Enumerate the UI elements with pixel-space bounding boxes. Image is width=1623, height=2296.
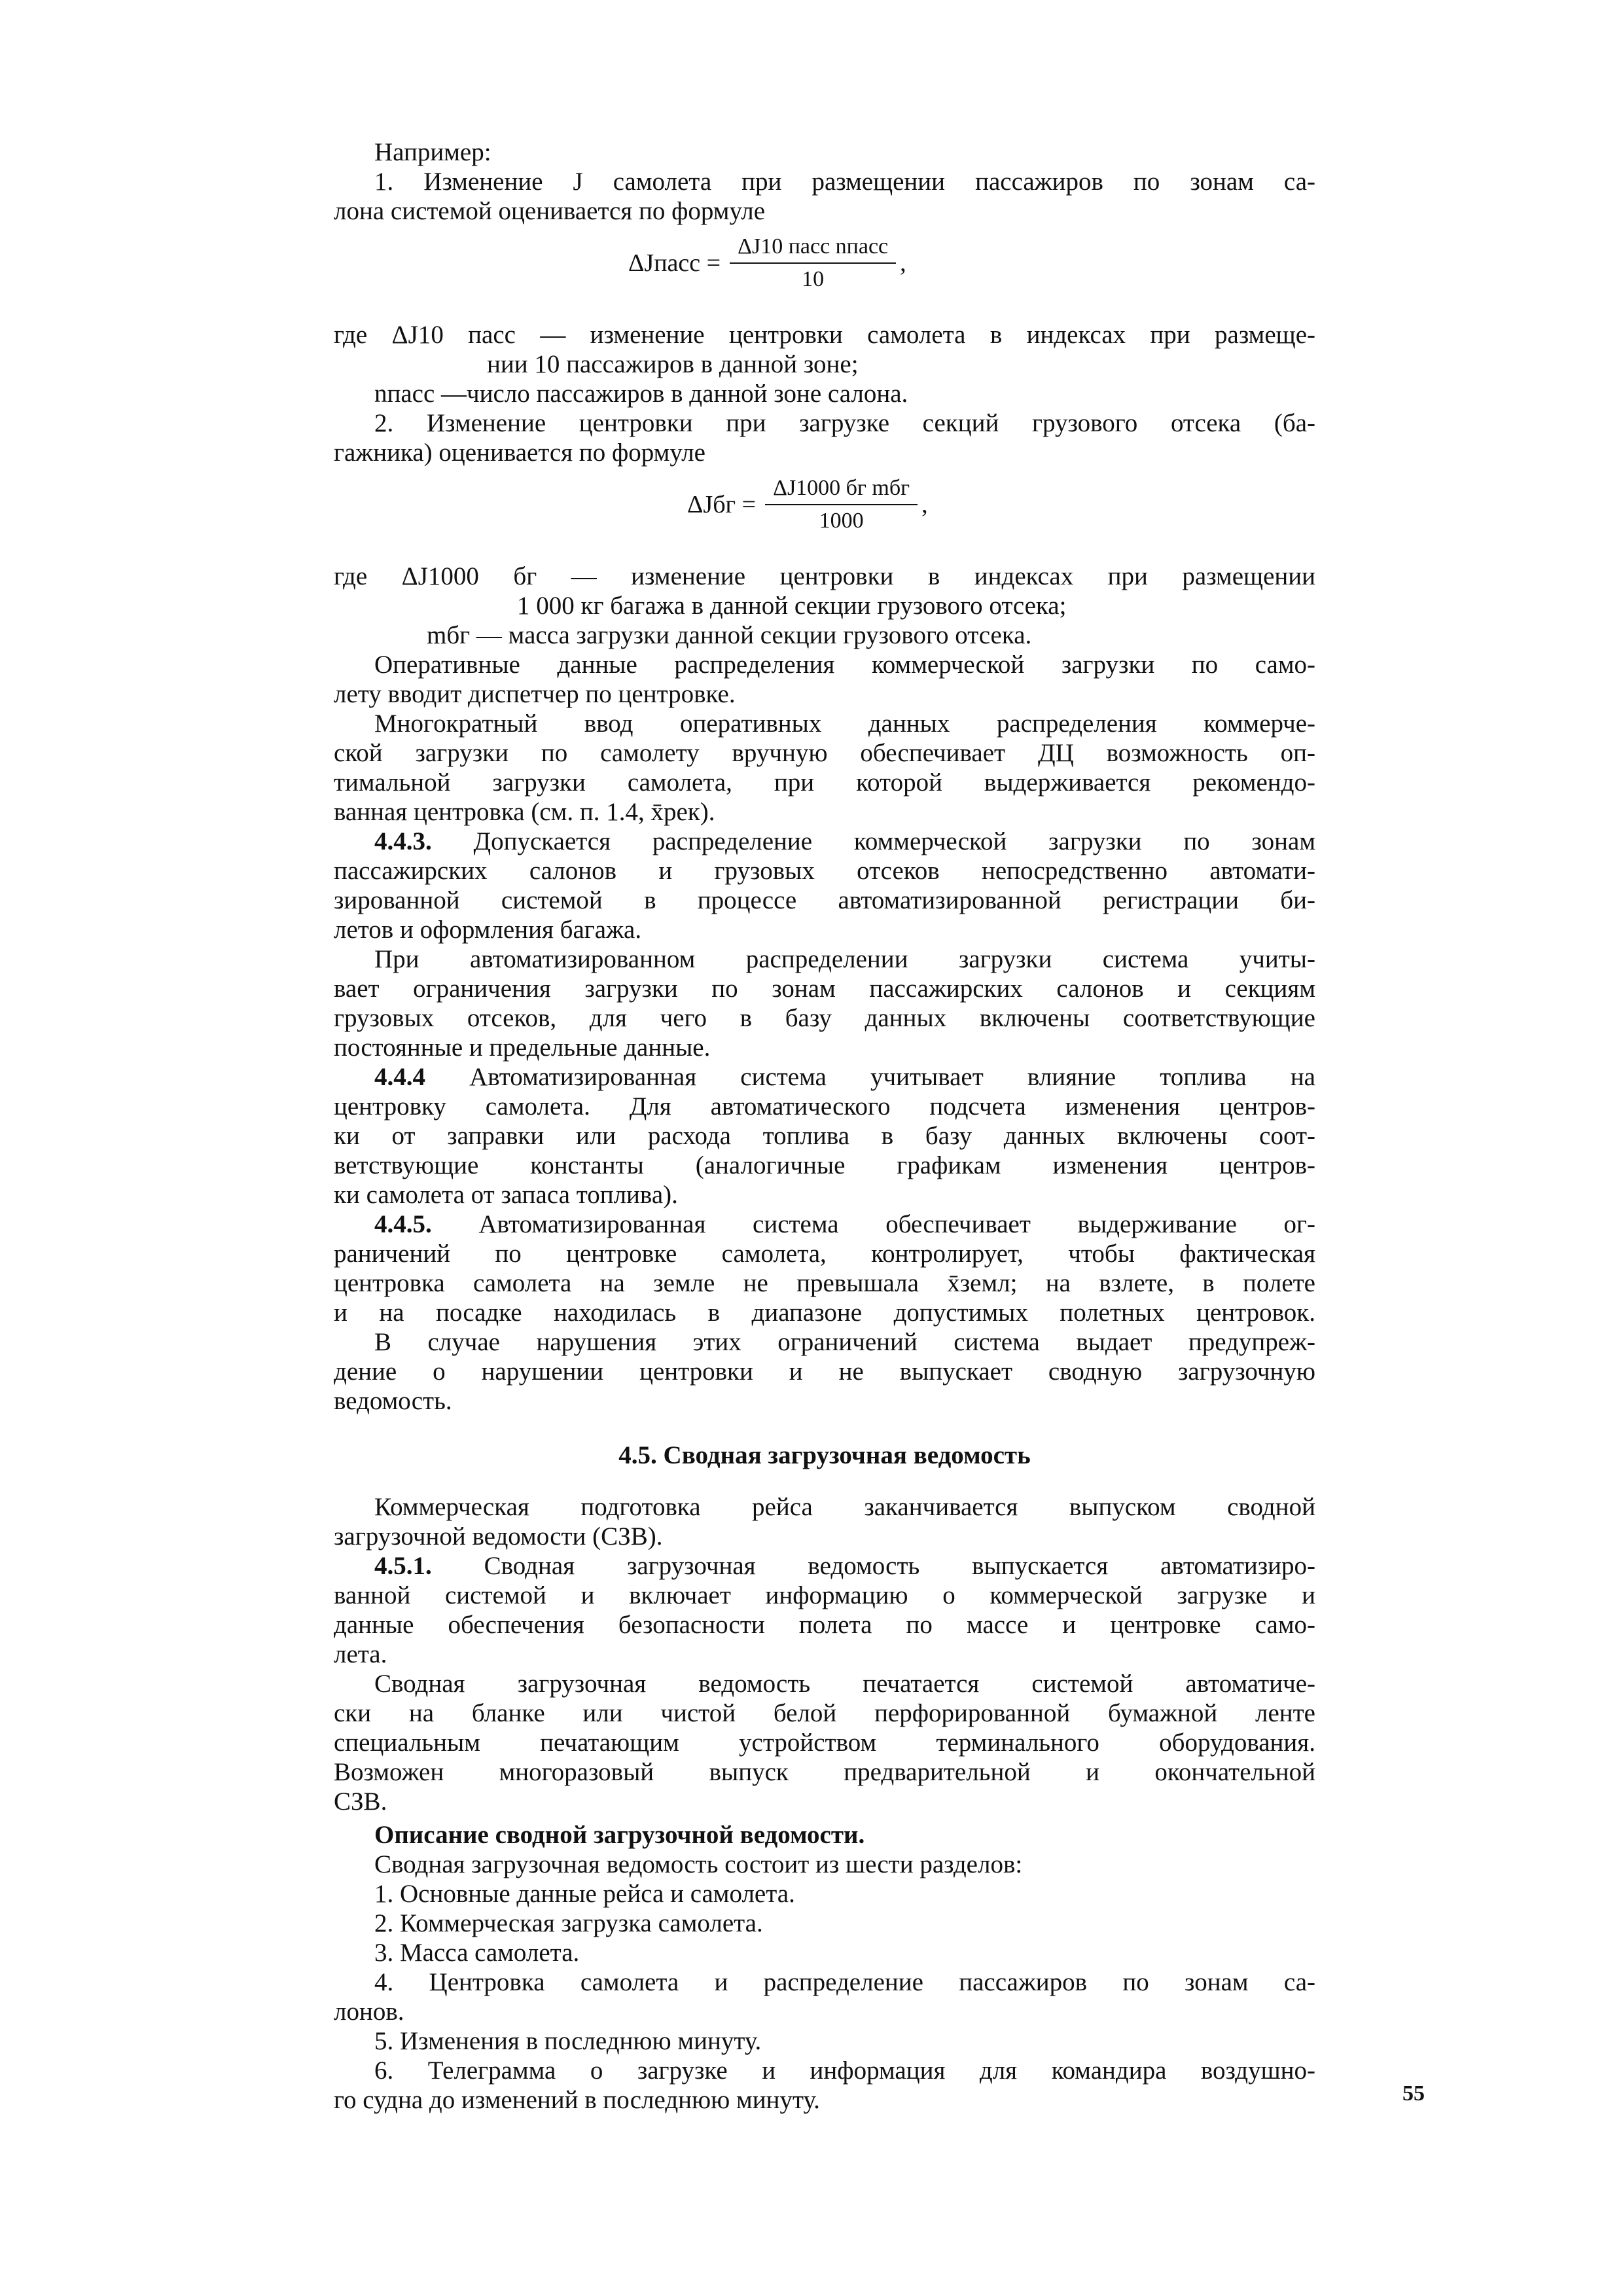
where2-line1: где ΔJ1000 бг — изменение центровки в индексах при размещении — [334, 562, 1315, 590]
formula-1-denominator: 10 — [802, 267, 825, 291]
p6-line: раничений по центровке самолета, контролирует, чтобы фактическая — [334, 1240, 1315, 1268]
p10-line: Возможен многоразовый выпуск предварительной и окончательной — [334, 1758, 1315, 1786]
p5-line: ки от заправки или расхода топлива в базу данных включены соот- — [334, 1122, 1315, 1150]
list-item: 2. Коммерческая загрузка самолета. — [374, 1909, 763, 1937]
paragraph-auto-distribution — [334, 944, 1315, 1062]
intro-line: Например: — [374, 138, 491, 166]
sections-intro: Сводная загрузочная ведомость состоит из шести разделов: — [374, 1850, 1023, 1878]
p2-line: ванная центровка (см. п. 1.4, x̄рек). — [334, 798, 715, 826]
p10-line: специальным печатающим устройством терминального оборудования. — [334, 1729, 1315, 1757]
p9-text: Сводная загрузочная ведомость выпускается автоматизиро- — [431, 1552, 1315, 1580]
p3-line: летов и оформления багажа. — [334, 916, 642, 944]
list-item: 3. Масса самолета. — [374, 1939, 580, 1967]
p6-line: и на посадке находилась в диапазоне допустимых полетных центровок. — [334, 1299, 1315, 1327]
p6-text: Автоматизированная система обеспечивает выдерживание ог- — [431, 1210, 1315, 1238]
formula-2-tail: , — [921, 490, 928, 518]
sections-list — [334, 1879, 1315, 2115]
paragraph-4-4-4 — [334, 1062, 1315, 1210]
page-number: 55 — [1402, 2081, 1425, 2106]
list-item: 6. Телеграмма о загрузке и информация для командира воздушно- — [374, 2056, 1315, 2085]
where1-line2: нии 10 пассажиров в данной зоне; — [487, 350, 859, 378]
formula-1-lhs: ΔJпасс = — [628, 249, 721, 277]
p6-number: 4.4.5. — [374, 1210, 432, 1238]
list-item: 4. Центровка самолета и распределение пассажиров по зонам са- — [374, 1968, 1315, 1996]
p4-line: При автоматизированном распределении загрузки система учиты- — [374, 945, 1315, 973]
formula-1 — [334, 227, 1315, 314]
where2-line2: 1 000 кг багажа в данной секции грузового отсека; — [517, 592, 1067, 620]
paragraph-commercial-prep — [334, 1492, 1315, 1551]
where1-line1: где ΔJ10 пасс — изменение центровки самолета в индексах при размеще- — [334, 321, 1315, 349]
p10-line: Сводная загрузочная ведомость печатается системой автоматиче- — [374, 1670, 1315, 1698]
subheading: Описание сводной загрузочной ведомости. — [374, 1821, 865, 1849]
p6-line-first — [334, 1210, 1315, 1239]
p3-text: Допускается распределение коммерческой загрузки по зонам — [431, 827, 1315, 855]
formula-1-tail: , — [900, 249, 906, 277]
p3-line: зированной системой в процессе автоматизированной регистрации би- — [334, 886, 1315, 914]
p9-line: ванной системой и включает информацию о коммерческой загрузке и — [334, 1581, 1315, 1609]
p5-line-first — [334, 1062, 1315, 1092]
p5-line: ки самолета от запаса топлива). — [334, 1181, 678, 1209]
p5-number: 4.4.4 — [374, 1063, 425, 1091]
list-item-continuation: го судна до изменений в последнюю минуту. — [334, 2086, 820, 2114]
p7-line: ведомость. — [334, 1387, 452, 1415]
p10-line: ски на бланке или чистой белой перфорированной бумажной ленте — [334, 1699, 1315, 1727]
paragraph-operational-data — [334, 650, 1315, 709]
p8-line: загрузочной ведомости (СЗВ). — [334, 1522, 663, 1551]
p4-line: грузовых отсеков, для чего в базу данных включены соответствующие — [334, 1004, 1315, 1032]
p9-line-first — [334, 1551, 1315, 1581]
p3-line: пассажирских салонов и грузовых отсеков непосредственно автомати- — [334, 857, 1315, 885]
paragraph-violation — [334, 1327, 1315, 1416]
p5-line: центровку самолета. Для автоматического подсчета изменения центров- — [334, 1092, 1315, 1121]
p3-line-first — [334, 827, 1315, 856]
p4-line: вает ограничения загрузки по зонам пассажирских салонов и секциям — [334, 975, 1315, 1003]
p2-line: ской загрузки по самолету вручную обеспечивает ДЦ возможность оп- — [334, 739, 1315, 767]
p2-line: тимальной загрузки самолета, при которой выдерживается рекомендо- — [334, 768, 1315, 797]
p9-line: лета. — [334, 1640, 387, 1668]
p8-line: Коммерческая подготовка рейса заканчивается выпуском сводной — [374, 1493, 1315, 1521]
p1-line: лету вводит диспетчер по центровке. — [334, 680, 736, 708]
p7-line: В случае нарушения этих ограничений система выдает предупреж- — [374, 1328, 1315, 1356]
list-item: 1. Основные данные рейса и самолета. — [374, 1880, 795, 1908]
p6-line: центровка самолета на земле не превышала x̄земл; на взлете, в полете — [334, 1269, 1315, 1297]
where1-line3: nпасс —число пассажиров в данной зоне салона. — [374, 380, 908, 408]
p5-text: Автоматизированная система учитывает влияние топлива на — [425, 1063, 1315, 1091]
p2-line: Многократный ввод оперативных данных распределения коммерче- — [374, 709, 1315, 738]
paragraph-multiple-input — [334, 709, 1315, 827]
formula-2-lhs: ΔJбг = — [687, 490, 757, 518]
paragraph-printing — [334, 1669, 1315, 1816]
list-item: 5. Изменения в последнюю минуту. — [374, 2027, 762, 2055]
p9-line: данные обеспечения безопасности полета по массе и центровке само- — [334, 1611, 1315, 1639]
p7-line: дение о нарушении центровки и не выпускает сводную загрузочную — [334, 1357, 1315, 1386]
formula-1-numerator: ΔJ10 пасс nпасс — [730, 234, 896, 264]
p3-number: 4.4.3. — [374, 827, 432, 855]
p5-line: ветствующие константы (аналогичные графикам изменения центров- — [334, 1151, 1315, 1179]
paragraph-4-5-1 — [334, 1551, 1315, 1669]
formula-2-denominator: 1000 — [819, 509, 864, 533]
p1-line: Оперативные данные распределения коммерческой загрузки по само- — [374, 651, 1315, 679]
item1-line2: лона системой оценивается по формуле — [334, 197, 766, 225]
paragraph-4-4-5 — [334, 1210, 1315, 1327]
formula-2 — [334, 469, 1315, 555]
item2-line1: 2. Изменение центровки при загрузке секций грузового отсека (ба- — [374, 409, 1315, 437]
item1-line1: 1. Изменение J самолета при размещении пассажиров по зонам са- — [374, 168, 1315, 196]
section-heading: 4.5. Сводная загрузочная ведомость — [618, 1441, 1031, 1469]
formula-2-numerator: ΔJ1000 бг mбг — [765, 475, 918, 505]
p9-number: 4.5.1. — [374, 1552, 432, 1580]
paragraph-4-4-3 — [334, 827, 1315, 944]
p4-line: постоянные и предельные данные. — [334, 1033, 711, 1062]
where2-line3: mбг — масса загрузки данной секции грузового отсека. — [427, 621, 1032, 649]
item2-line2: гажника) оценивается по формуле — [334, 439, 705, 467]
p10-line: СЗВ. — [334, 1787, 387, 1816]
text-column — [334, 137, 1315, 2115]
list-item-continuation: лонов. — [334, 1998, 404, 2026]
